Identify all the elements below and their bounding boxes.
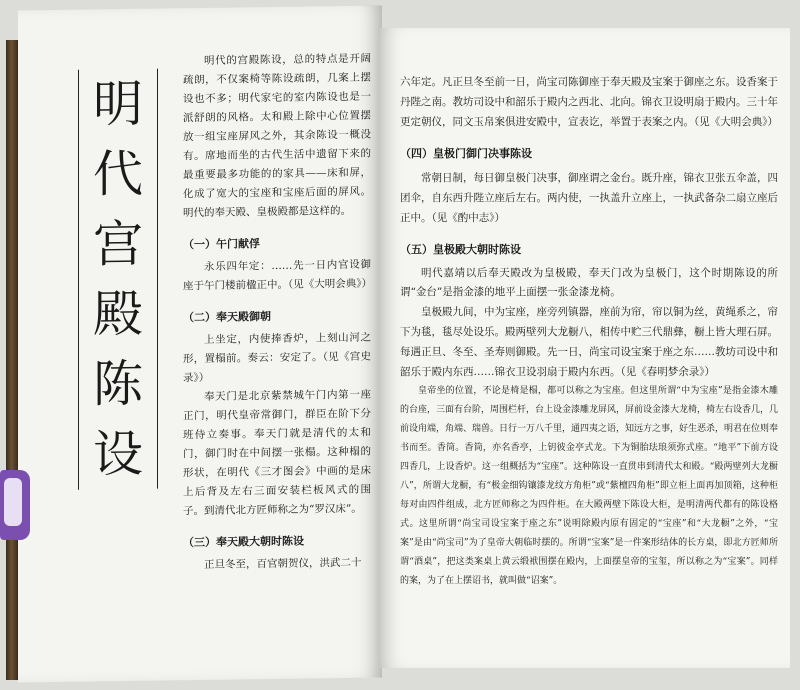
section-body: 正旦冬至，百官朝贺仪，洪武二十 [204, 556, 362, 571]
section-paragraph: 明代嘉靖以后奉天殿改为皇极殿，奉天门改为皇极门，这个时期陈设的所谓“金台”是指金漆的地平上面摆一张金漆龙椅。 [400, 267, 778, 298]
section-heading: （一）午门献俘 [183, 237, 260, 252]
section-paragraph: 皇极殿九间，中为宝座，座旁列镇器，座前为帘，帘以铜为丝，黄绳系之，帘下为毯，毯尽处设乐。殿两壁列大龙橱八，相传中贮三代鼎彝，橱上皆大理石屏。每遇正旦、冬至、圣寿则御殿。先一日，尚宝司设宝案于座之东……教坊司设中和韶乐于殿内东西……锦衣卫设羽扇于殿内东西。（见《春明梦余录》） [400, 306, 778, 378]
section-body: 上坐定，内使捧香炉，上刻山河之形，置榻前。奏云：安定了。（见《宫史录》） [183, 331, 371, 385]
section-heading: （二）奉天殿御朝 [183, 310, 271, 325]
title-char: 设 [93, 424, 143, 484]
continued-paragraph: 六年定。凡正旦冬至前一日，尚宝司陈御座于奉天殿及宝案于御座之东。设香案于丹陛之南。教坊司设中和韶乐于殿内之西北、北向。锦衣卫设明扇于殿内。三十年更定朝仪，同文玉帛案俱进安殿中，宣表讫，举置于表案之内。（见《大明会典》） [400, 76, 778, 128]
section-extra: 奉天门是北京紫禁城午门内第一座正门，明代皇帝常御门，群臣在阶下分班侍立奏事。奉天门就是清代的太和门，御门时在中间摆一张榻。这种榻的形状，在明代《三才图会》中画的是床上后背及左右三面安装栏板风式的围子。到清代北方匠师称之为“罗汉床”。 [183, 388, 371, 518]
right-page-text [400, 72, 778, 591]
section-heading: （四）皇极门御门决事陈设 [400, 147, 532, 160]
bookmark-decoration [4, 478, 22, 526]
intro-paragraph: 明代的宫殿陈设，总的特点是开阔疏朗，不仅案椅等陈设疏朗，几案上摆设也不多；明代家宅的室内陈设也是一派舒朗的风格。太和殿上除中心位置摆放一组宝座屏风之外，其余陈设一概没有。席地而坐的古代生活中遗留下来的最重要最多功能的的家具——床和屏，化成了宽大的宝座和宝座后面的屏风。明代的奉天殿、皇极殿都是这样的。 [183, 52, 371, 220]
section-paragraph: 皇帝坐的位置，不论是椅是榻，都可以称之为宝座。但这里所谓“中为宝座”是指金漆木雕的台座，三面有台阶，周围栏杆，台上设金漆雕龙屏风，屏前设金漆大龙椅，椅左右设香几，几前设甪端，角端、瑞兽。日行一万八千里，通四夷之语，知远方之事，好生恶杀，明君在位则奉书而至。香筒。香筒，亦名香亭，上钥彼金亭式龙。下为铜胎珐琅须弥式座。“地平”下前方设四香几，上设香炉。这一组概括为“宝座”。这种陈设一直贯串到清代太和殿。“殿两壁列大龙橱八”，所谓大龙橱，有“极金细钩镶漆龙纹方角柜”或“紫檀四角柜”即立柜上面再加顶箱，这种柜每对由四件组成，北方匠师称之为四件柜。在大殿两壁下陈设大柜，是明清两代都有的陈设格式。这里所谓“尚宝司设宝案于座之东”说明除殿内原有固定的“宝座”和“大龙橱”之外，“宝案”是由“尚宝司”为了皇帝大朝临时摆的。所谓“宝案”是一件案形结体的长方桌，即北方匠师所谓“酒桌”，把这类案桌上黄云缎袱围摆在殿内，上面摆皇帝的宝玺，所以称之为“宝案”。同样的案，为了在上摆诏书，就叫做“诏案”。 [400, 386, 779, 586]
title-char: 代 [93, 144, 143, 204]
title-char: 宫 [93, 214, 143, 274]
left-page [18, 5, 382, 682]
left-page-text [183, 50, 371, 576]
right-page [378, 28, 790, 668]
section-body: 永乐四年定：……先一日内官设御座于午门楼前楹正中。（见《大明会典》） [183, 258, 372, 293]
section-body: 常朝日制，每日御皇极门决事，御座谓之金台。既升座，锦衣卫张五伞盖，四团伞，自东西升陛立座后左右。两内使，一执盖升立座上，一执武备杂二扇立座后正中。（见《酌中志》） [400, 172, 778, 224]
section-heading: （三）奉天殿大朝时陈设 [183, 534, 304, 550]
chapter-title [78, 69, 158, 490]
title-char: 殿 [93, 284, 143, 344]
title-char: 明 [93, 74, 143, 134]
title-char: 陈 [93, 354, 143, 414]
section-heading: （五）皇极殿大朝时陈设 [400, 243, 521, 256]
bookmark [0, 470, 30, 540]
